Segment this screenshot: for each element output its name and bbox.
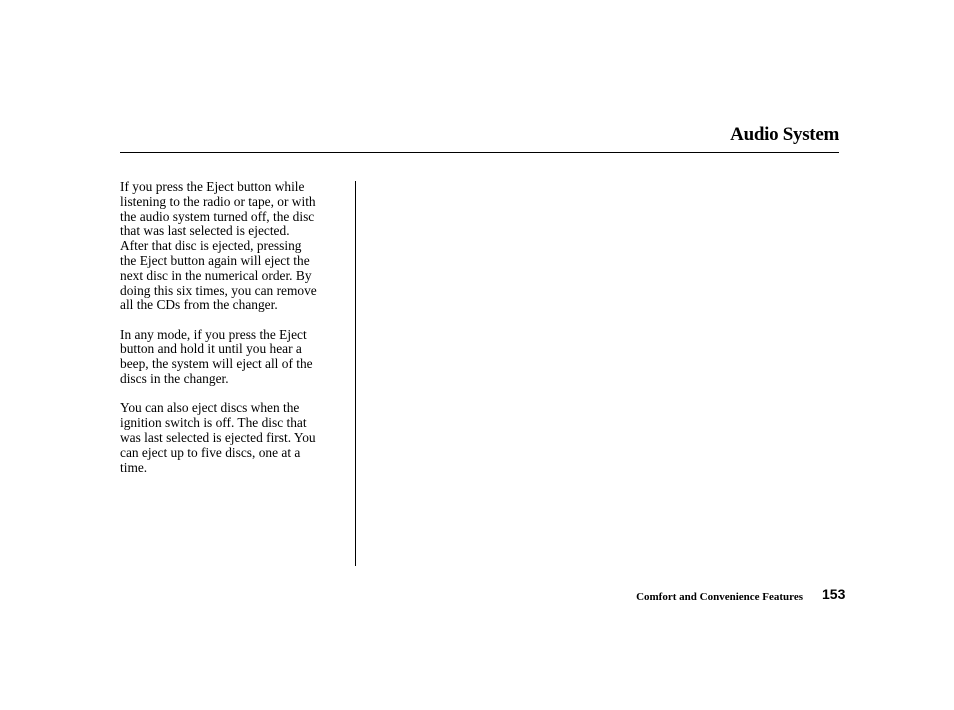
- paragraph-eject-all-discs: In any mode, if you press the Eject button and hold it until you hear a beep, the system will eject all of the discs in the changer.: [120, 326, 313, 387]
- header-rule: [120, 152, 839, 153]
- paragraph-ignition-off: You can also eject discs when the ignition switch is off. The disc that was last selected is ejected first. You can eject up to five discs, one at a time.: [120, 400, 316, 475]
- footer-section-title: Comfort and Convenience Features: [636, 591, 803, 603]
- paragraph-eject-one-disc: If you press the Eject button while listening to the radio or tape, or with the audio system turned off, the disc that was last selected is ejected. After that disc is ejected, pressing the Eject button again will eject the next disc in the numerical order. By doing this six times, you can remove all the CDs from the changer.: [120, 179, 317, 313]
- page-number: 153: [822, 586, 846, 602]
- section-title: Audio System: [730, 124, 839, 145]
- text-column: [120, 180, 348, 490]
- column-divider: [355, 181, 356, 566]
